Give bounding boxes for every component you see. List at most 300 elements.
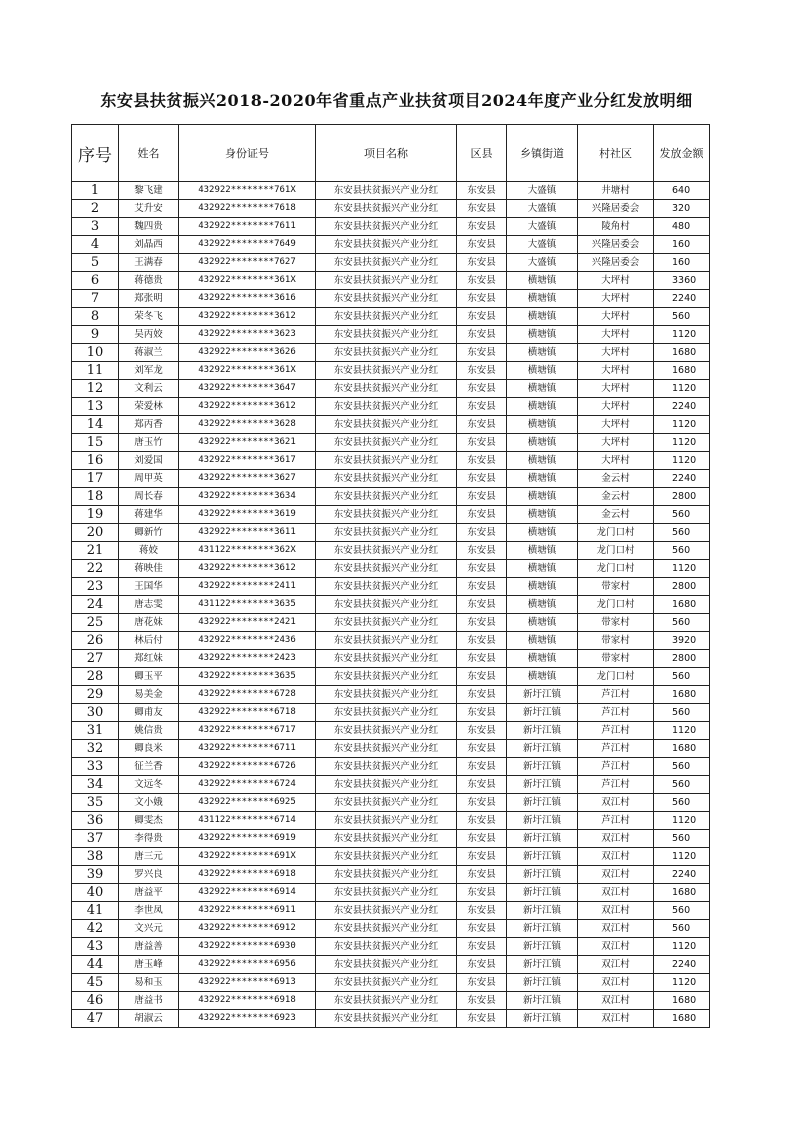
name-cell: 荣冬飞 (119, 308, 179, 326)
project-cell: 东安县扶贫振兴产业分红 (316, 506, 457, 524)
name-cell: 卿雯杰 (119, 812, 179, 830)
village-cell: 兴隆居委会 (578, 236, 654, 254)
table-row (72, 326, 710, 344)
seq-cell: 5 (72, 254, 119, 272)
id-cell: 432922********7649 (179, 236, 316, 254)
county-cell: 东安县 (457, 902, 507, 920)
seq-cell: 30 (72, 704, 119, 722)
village-cell: 双江村 (578, 866, 654, 884)
village-cell: 兴隆居委会 (578, 200, 654, 218)
project-cell: 东安县扶贫振兴产业分红 (316, 758, 457, 776)
village-cell: 大坪村 (578, 290, 654, 308)
seq-cell: 2 (72, 200, 119, 218)
id-cell: 432922********3612 (179, 398, 316, 416)
town-cell: 大盛镇 (507, 218, 578, 236)
name-cell: 蒋淑兰 (119, 344, 179, 362)
table-row (72, 794, 710, 812)
project-cell: 东安县扶贫振兴产业分红 (316, 650, 457, 668)
town-cell: 横塘镇 (507, 614, 578, 632)
seq-cell: 40 (72, 884, 119, 902)
amount-cell: 560 (654, 542, 710, 560)
town-cell: 横塘镇 (507, 452, 578, 470)
amount-cell: 1120 (654, 380, 710, 398)
town-cell: 大盛镇 (507, 200, 578, 218)
town-cell: 大盛镇 (507, 236, 578, 254)
village-cell: 双江村 (578, 920, 654, 938)
header-town: 乡镇街道 (507, 125, 578, 182)
county-cell: 东安县 (457, 758, 507, 776)
village-cell: 双江村 (578, 992, 654, 1010)
project-cell: 东安县扶贫振兴产业分红 (316, 992, 457, 1010)
county-cell: 东安县 (457, 632, 507, 650)
payout-table (71, 124, 710, 1028)
project-cell: 东安县扶贫振兴产业分红 (316, 848, 457, 866)
table-row (72, 704, 710, 722)
town-cell: 大盛镇 (507, 254, 578, 272)
village-cell: 龙门口村 (578, 524, 654, 542)
county-cell: 东安县 (457, 668, 507, 686)
village-cell: 大坪村 (578, 380, 654, 398)
id-cell: 432922********761X (179, 182, 316, 200)
table-row (72, 290, 710, 308)
id-cell: 432922********6918 (179, 992, 316, 1010)
id-cell: 432922********6923 (179, 1010, 316, 1028)
project-cell: 东安县扶贫振兴产业分红 (316, 290, 457, 308)
village-cell: 双江村 (578, 974, 654, 992)
project-cell: 东安县扶贫振兴产业分红 (316, 416, 457, 434)
town-cell: 新圩江镇 (507, 686, 578, 704)
table-row (72, 254, 710, 272)
table-row (72, 182, 710, 200)
name-cell: 郑张明 (119, 290, 179, 308)
id-cell: 432922********2423 (179, 650, 316, 668)
id-cell: 432922********6930 (179, 938, 316, 956)
project-cell: 东安县扶贫振兴产业分红 (316, 830, 457, 848)
amount-cell: 1680 (654, 992, 710, 1010)
id-cell: 432922********3621 (179, 434, 316, 452)
amount-cell: 1120 (654, 560, 710, 578)
town-cell: 横塘镇 (507, 650, 578, 668)
county-cell: 东安县 (457, 380, 507, 398)
county-cell: 东安县 (457, 290, 507, 308)
id-cell: 432922********3628 (179, 416, 316, 434)
name-cell: 唐益善 (119, 938, 179, 956)
project-cell: 东安县扶贫振兴产业分红 (316, 866, 457, 884)
amount-cell: 2240 (654, 290, 710, 308)
table-row (72, 848, 710, 866)
seq-cell: 20 (72, 524, 119, 542)
village-cell: 芦江村 (578, 704, 654, 722)
seq-cell: 8 (72, 308, 119, 326)
id-cell: 432922********3616 (179, 290, 316, 308)
county-cell: 东安县 (457, 524, 507, 542)
town-cell: 横塘镇 (507, 578, 578, 596)
village-cell: 龙门口村 (578, 596, 654, 614)
project-cell: 东安县扶贫振兴产业分红 (316, 380, 457, 398)
town-cell: 新圩江镇 (507, 920, 578, 938)
id-cell: 431122********6714 (179, 812, 316, 830)
amount-cell: 320 (654, 200, 710, 218)
header-row (72, 125, 710, 182)
table-row (72, 722, 710, 740)
project-cell: 东安县扶贫振兴产业分红 (316, 560, 457, 578)
town-cell: 新圩江镇 (507, 758, 578, 776)
town-cell: 新圩江镇 (507, 902, 578, 920)
name-cell: 蒋映佳 (119, 560, 179, 578)
name-cell: 林后付 (119, 632, 179, 650)
name-cell: 文利云 (119, 380, 179, 398)
village-cell: 双江村 (578, 830, 654, 848)
name-cell: 刘爱国 (119, 452, 179, 470)
county-cell: 东安县 (457, 848, 507, 866)
table-row (72, 740, 710, 758)
amount-cell: 3920 (654, 632, 710, 650)
header-name: 姓名 (119, 125, 179, 182)
name-cell: 刘军龙 (119, 362, 179, 380)
seq-cell: 36 (72, 812, 119, 830)
village-cell: 带家村 (578, 650, 654, 668)
town-cell: 新圩江镇 (507, 938, 578, 956)
table-row (72, 416, 710, 434)
town-cell: 横塘镇 (507, 416, 578, 434)
table-row (72, 902, 710, 920)
seq-cell: 27 (72, 650, 119, 668)
village-cell: 金云村 (578, 488, 654, 506)
seq-cell: 10 (72, 344, 119, 362)
id-cell: 432922********6925 (179, 794, 316, 812)
village-cell: 龙门口村 (578, 668, 654, 686)
table-row (72, 236, 710, 254)
town-cell: 横塘镇 (507, 596, 578, 614)
seq-cell: 17 (72, 470, 119, 488)
seq-cell: 26 (72, 632, 119, 650)
county-cell: 东安县 (457, 1010, 507, 1028)
county-cell: 东安县 (457, 776, 507, 794)
table-row (72, 344, 710, 362)
table-row (72, 938, 710, 956)
village-cell: 金云村 (578, 506, 654, 524)
county-cell: 东安县 (457, 488, 507, 506)
project-cell: 东安县扶贫振兴产业分红 (316, 632, 457, 650)
table-row (72, 812, 710, 830)
table-row (72, 434, 710, 452)
id-cell: 432922********6956 (179, 956, 316, 974)
county-cell: 东安县 (457, 956, 507, 974)
project-cell: 东安县扶贫振兴产业分红 (316, 362, 457, 380)
project-cell: 东安县扶贫振兴产业分红 (316, 686, 457, 704)
county-cell: 东安县 (457, 416, 507, 434)
town-cell: 横塘镇 (507, 470, 578, 488)
county-cell: 东安县 (457, 362, 507, 380)
project-cell: 东安县扶贫振兴产业分红 (316, 920, 457, 938)
village-cell: 大坪村 (578, 416, 654, 434)
village-cell: 大坪村 (578, 434, 654, 452)
town-cell: 新圩江镇 (507, 1010, 578, 1028)
village-cell: 兴隆居委会 (578, 254, 654, 272)
county-cell: 东安县 (457, 686, 507, 704)
county-cell: 东安县 (457, 704, 507, 722)
town-cell: 新圩江镇 (507, 722, 578, 740)
name-cell: 周长春 (119, 488, 179, 506)
amount-cell: 560 (654, 920, 710, 938)
name-cell: 征兰香 (119, 758, 179, 776)
header-county: 区县 (457, 125, 507, 182)
county-cell: 东安县 (457, 326, 507, 344)
table-row (72, 920, 710, 938)
name-cell: 周甲英 (119, 470, 179, 488)
table-row (72, 776, 710, 794)
project-cell: 东安县扶贫振兴产业分红 (316, 434, 457, 452)
project-cell: 东安县扶贫振兴产业分红 (316, 272, 457, 290)
seq-cell: 44 (72, 956, 119, 974)
name-cell: 蒋建华 (119, 506, 179, 524)
name-cell: 文远冬 (119, 776, 179, 794)
project-cell: 东安县扶贫振兴产业分红 (316, 344, 457, 362)
name-cell: 王满春 (119, 254, 179, 272)
project-cell: 东安县扶贫振兴产业分红 (316, 722, 457, 740)
id-cell: 432922********7627 (179, 254, 316, 272)
name-cell: 唐玉峰 (119, 956, 179, 974)
seq-cell: 11 (72, 362, 119, 380)
table-row (72, 560, 710, 578)
amount-cell: 2800 (654, 578, 710, 596)
id-cell: 432922********3617 (179, 452, 316, 470)
town-cell: 新圩江镇 (507, 812, 578, 830)
seq-cell: 46 (72, 992, 119, 1010)
town-cell: 新圩江镇 (507, 830, 578, 848)
project-cell: 东安县扶贫振兴产业分红 (316, 596, 457, 614)
amount-cell: 1120 (654, 722, 710, 740)
table-row (72, 524, 710, 542)
project-cell: 东安县扶贫振兴产业分红 (316, 902, 457, 920)
table-row (72, 956, 710, 974)
project-cell: 东安县扶贫振兴产业分红 (316, 938, 457, 956)
village-cell: 双江村 (578, 956, 654, 974)
county-cell: 东安县 (457, 578, 507, 596)
name-cell: 唐三元 (119, 848, 179, 866)
id-cell: 432922********361X (179, 272, 316, 290)
seq-cell: 7 (72, 290, 119, 308)
amount-cell: 640 (654, 182, 710, 200)
amount-cell: 560 (654, 758, 710, 776)
village-cell: 芦江村 (578, 758, 654, 776)
header-seq: 序号 (72, 125, 119, 182)
town-cell: 新圩江镇 (507, 740, 578, 758)
amount-cell: 2240 (654, 956, 710, 974)
id-cell: 432922********6914 (179, 884, 316, 902)
town-cell: 新圩江镇 (507, 866, 578, 884)
table-row (72, 578, 710, 596)
project-cell: 东安县扶贫振兴产业分红 (316, 254, 457, 272)
seq-cell: 4 (72, 236, 119, 254)
name-cell: 文兴元 (119, 920, 179, 938)
id-cell: 432922********7618 (179, 200, 316, 218)
table-row (72, 398, 710, 416)
county-cell: 东安县 (457, 506, 507, 524)
table-row (72, 884, 710, 902)
name-cell: 郑红妹 (119, 650, 179, 668)
project-cell: 东安县扶贫振兴产业分红 (316, 1010, 457, 1028)
amount-cell: 3360 (654, 272, 710, 290)
name-cell: 唐花妹 (119, 614, 179, 632)
town-cell: 横塘镇 (507, 326, 578, 344)
name-cell: 卿甫友 (119, 704, 179, 722)
id-cell: 432922********3626 (179, 344, 316, 362)
id-cell: 432922********3627 (179, 470, 316, 488)
village-cell: 龙门口村 (578, 560, 654, 578)
id-cell: 432922********6718 (179, 704, 316, 722)
name-cell: 刘晶西 (119, 236, 179, 254)
town-cell: 横塘镇 (507, 560, 578, 578)
table-row (72, 866, 710, 884)
county-cell: 东安县 (457, 614, 507, 632)
seq-cell: 28 (72, 668, 119, 686)
seq-cell: 23 (72, 578, 119, 596)
village-cell: 双江村 (578, 794, 654, 812)
project-cell: 东安县扶贫振兴产业分红 (316, 578, 457, 596)
id-cell: 432922********3611 (179, 524, 316, 542)
seq-cell: 12 (72, 380, 119, 398)
village-cell: 大坪村 (578, 272, 654, 290)
county-cell: 东安县 (457, 560, 507, 578)
village-cell: 芦江村 (578, 686, 654, 704)
amount-cell: 1120 (654, 848, 710, 866)
project-cell: 东安县扶贫振兴产业分红 (316, 218, 457, 236)
table-row (72, 650, 710, 668)
id-cell: 432922********6728 (179, 686, 316, 704)
amount-cell: 1120 (654, 434, 710, 452)
county-cell: 东安县 (457, 434, 507, 452)
seq-cell: 29 (72, 686, 119, 704)
town-cell: 新圩江镇 (507, 884, 578, 902)
id-cell: 432922********6711 (179, 740, 316, 758)
id-cell: 432922********3619 (179, 506, 316, 524)
seq-cell: 31 (72, 722, 119, 740)
seq-cell: 15 (72, 434, 119, 452)
id-cell: 432922********2411 (179, 578, 316, 596)
seq-cell: 9 (72, 326, 119, 344)
name-cell: 胡淑云 (119, 1010, 179, 1028)
seq-cell: 21 (72, 542, 119, 560)
amount-cell: 1120 (654, 452, 710, 470)
amount-cell: 1120 (654, 812, 710, 830)
amount-cell: 560 (654, 704, 710, 722)
village-cell: 带家村 (578, 614, 654, 632)
amount-cell: 1120 (654, 416, 710, 434)
town-cell: 横塘镇 (507, 488, 578, 506)
table-row (72, 542, 710, 560)
seq-cell: 19 (72, 506, 119, 524)
id-cell: 432922********6919 (179, 830, 316, 848)
id-cell: 432922********691X (179, 848, 316, 866)
county-cell: 东安县 (457, 830, 507, 848)
name-cell: 唐益书 (119, 992, 179, 1010)
name-cell: 吴丙姣 (119, 326, 179, 344)
seq-cell: 13 (72, 398, 119, 416)
county-cell: 东安县 (457, 272, 507, 290)
id-cell: 432922********7611 (179, 218, 316, 236)
village-cell: 双江村 (578, 848, 654, 866)
seq-cell: 32 (72, 740, 119, 758)
amount-cell: 1120 (654, 938, 710, 956)
project-cell: 东安县扶贫振兴产业分红 (316, 200, 457, 218)
table-row (72, 632, 710, 650)
table-row (72, 272, 710, 290)
village-cell: 龙门口村 (578, 542, 654, 560)
name-cell: 易和玉 (119, 974, 179, 992)
town-cell: 横塘镇 (507, 506, 578, 524)
town-cell: 横塘镇 (507, 434, 578, 452)
table-row (72, 596, 710, 614)
name-cell: 罗兴良 (119, 866, 179, 884)
name-cell: 郑丙香 (119, 416, 179, 434)
amount-cell: 1120 (654, 974, 710, 992)
town-cell: 新圩江镇 (507, 776, 578, 794)
table-row (72, 362, 710, 380)
county-cell: 东安县 (457, 308, 507, 326)
name-cell: 易美金 (119, 686, 179, 704)
amount-cell: 2240 (654, 398, 710, 416)
table-row (72, 974, 710, 992)
village-cell: 双江村 (578, 1010, 654, 1028)
county-cell: 东安县 (457, 236, 507, 254)
project-cell: 东安县扶贫振兴产业分红 (316, 704, 457, 722)
village-cell: 芦江村 (578, 776, 654, 794)
amount-cell: 1680 (654, 686, 710, 704)
village-cell: 大坪村 (578, 326, 654, 344)
id-cell: 432922********3612 (179, 308, 316, 326)
seq-cell: 45 (72, 974, 119, 992)
village-cell: 双江村 (578, 902, 654, 920)
name-cell: 唐益平 (119, 884, 179, 902)
project-cell: 东安县扶贫振兴产业分红 (316, 182, 457, 200)
id-cell: 431122********362X (179, 542, 316, 560)
amount-cell: 2240 (654, 470, 710, 488)
table-row (72, 506, 710, 524)
town-cell: 横塘镇 (507, 362, 578, 380)
amount-cell: 560 (654, 776, 710, 794)
county-cell: 东安县 (457, 254, 507, 272)
seq-cell: 24 (72, 596, 119, 614)
town-cell: 横塘镇 (507, 272, 578, 290)
name-cell: 王国华 (119, 578, 179, 596)
table-row (72, 452, 710, 470)
town-cell: 横塘镇 (507, 308, 578, 326)
amount-cell: 560 (654, 830, 710, 848)
seq-cell: 43 (72, 938, 119, 956)
amount-cell: 560 (654, 902, 710, 920)
seq-cell: 34 (72, 776, 119, 794)
name-cell: 唐玉竹 (119, 434, 179, 452)
name-cell: 李世凤 (119, 902, 179, 920)
seq-cell: 47 (72, 1010, 119, 1028)
name-cell: 唐志雯 (119, 596, 179, 614)
project-cell: 东安县扶贫振兴产业分红 (316, 398, 457, 416)
project-cell: 东安县扶贫振兴产业分红 (316, 974, 457, 992)
id-cell: 432922********3634 (179, 488, 316, 506)
amount-cell: 1120 (654, 326, 710, 344)
name-cell: 黎飞建 (119, 182, 179, 200)
seq-cell: 39 (72, 866, 119, 884)
project-cell: 东安县扶贫振兴产业分红 (316, 794, 457, 812)
seq-cell: 25 (72, 614, 119, 632)
id-cell: 432922********3635 (179, 668, 316, 686)
seq-cell: 37 (72, 830, 119, 848)
village-cell: 陵角村 (578, 218, 654, 236)
id-cell: 432922********361X (179, 362, 316, 380)
table-row (72, 218, 710, 236)
town-cell: 横塘镇 (507, 542, 578, 560)
